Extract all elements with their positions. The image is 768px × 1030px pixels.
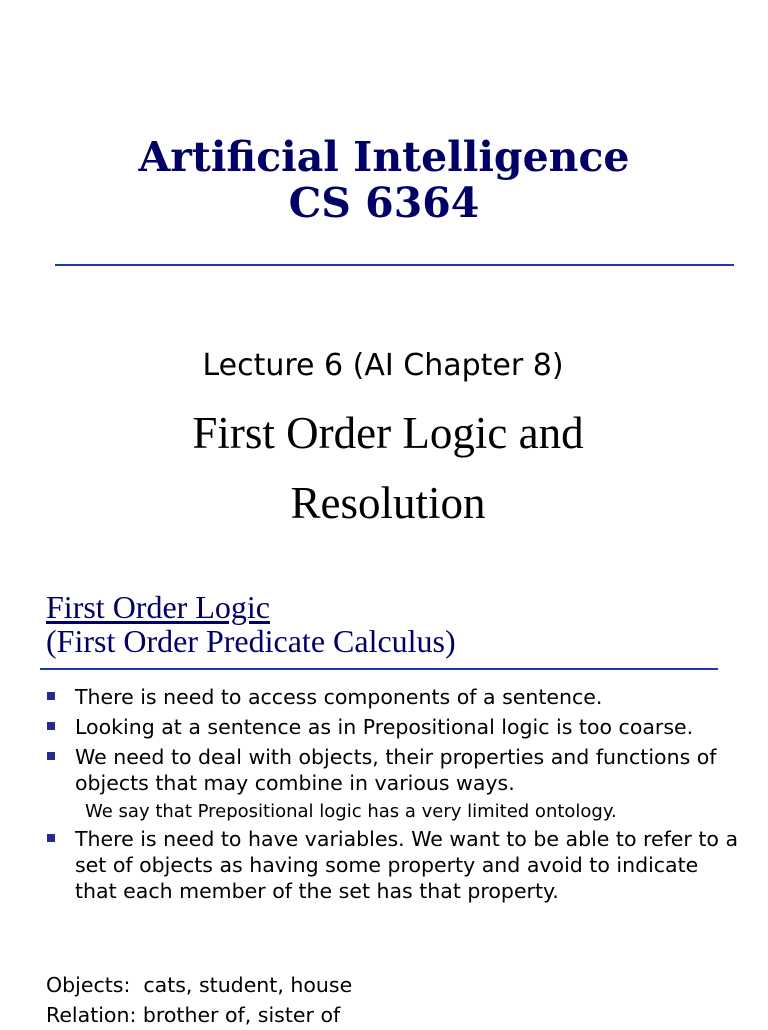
list-item [46, 826, 746, 904]
section-heading [46, 590, 456, 658]
list-item [46, 714, 746, 740]
square-bullet-icon [47, 722, 55, 730]
bullet-text: There is need to access components of a sentence. [75, 685, 603, 709]
list-item [46, 684, 746, 710]
bullet-list [46, 684, 746, 908]
section-heading-title: First Order Logic [46, 589, 270, 625]
bullet-text: Looking at a sentence as in Prepositional logic is too coarse. [75, 715, 694, 739]
list-item [46, 744, 746, 796]
bullet-text: There is need to have variables. We want to be able to refer to a set of objects as having some property and avoid to indicate that each member of the set has that property. [75, 827, 739, 903]
square-bullet-icon [47, 692, 55, 700]
lecture-label: Lecture 6 (AI Chapter 8) [202, 348, 564, 383]
objects-example: Objects: cats, student, house [46, 973, 353, 997]
examples-block [46, 970, 352, 1030]
lecture-topic-line1: First Order Logic and [192, 408, 584, 458]
square-bullet-icon [47, 752, 55, 760]
section-heading-subtitle: (First Order Predicate Calculus) [46, 623, 456, 659]
ontology-note [46, 800, 746, 824]
course-code: CS 6364 [288, 179, 480, 227]
lecture-topic [0, 398, 768, 538]
course-title: Artificial Intelligence [138, 133, 630, 181]
bullet-text: We need to deal with objects, their properties and functions of objects that may combine in various ways. [75, 745, 717, 795]
lecture-topic-line2: Resolution [290, 478, 486, 528]
relation-example: Relation: brother of, sister of [46, 1003, 341, 1027]
slide-title [0, 134, 768, 226]
square-bullet-icon [47, 834, 55, 842]
section-divider [40, 668, 718, 670]
title-divider [55, 264, 734, 266]
note-text: We say that Prepositional logic has a very limited ontology. [85, 801, 617, 822]
